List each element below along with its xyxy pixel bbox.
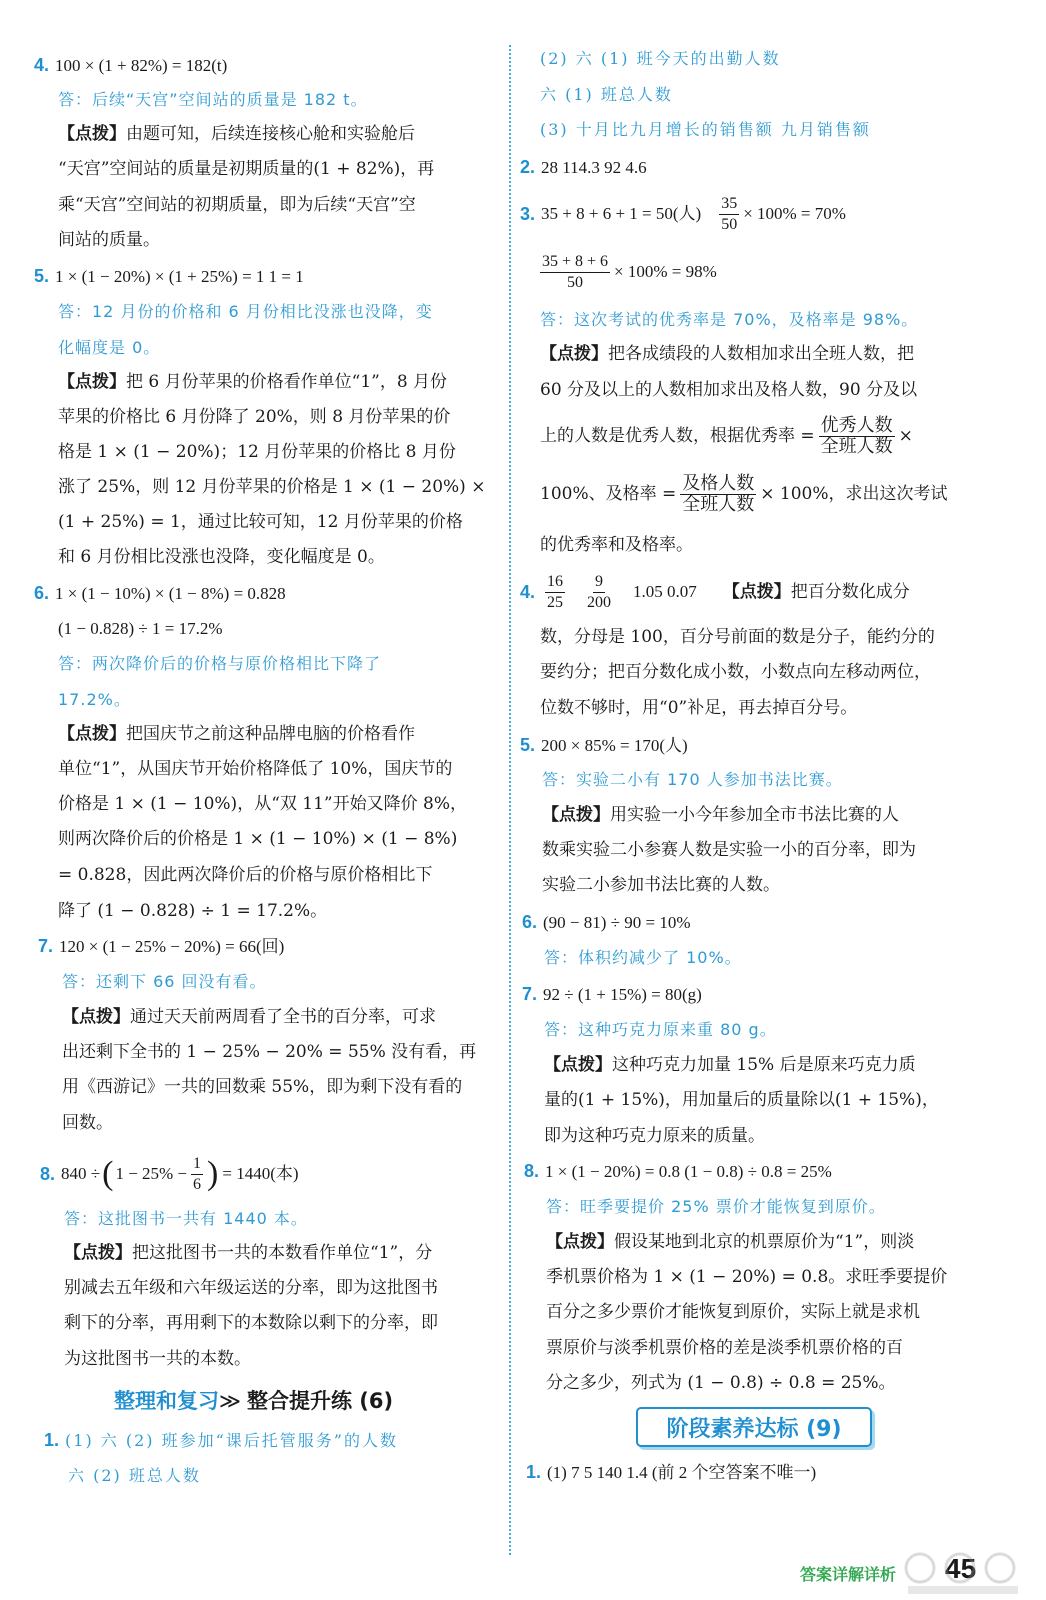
answer-values: 28 114.3 92 4.6 <box>541 158 647 177</box>
tip-line <box>64 1241 432 1265</box>
double-arrow-icon: ≫ <box>219 1389 241 1413</box>
tip-line <box>544 1053 916 1077</box>
equation-text: 200 × 85% = 170(人) <box>541 736 688 755</box>
equation-text: × 100% = 98% <box>614 262 717 281</box>
tip-text: 把百分数化成分 <box>790 582 910 601</box>
problem-number: 3. <box>520 204 536 224</box>
problem-number: 1. <box>44 1430 60 1450</box>
tip-line <box>540 412 913 460</box>
fraction <box>719 194 739 235</box>
tip-line: 60 分及以上的人数相加求出及格人数，90 分及以 <box>540 380 918 400</box>
problem-number: 8. <box>40 1164 56 1184</box>
tip-line: 量的(1 + 15%)，用加量后的质量除以(1 + 15%)， <box>544 1090 939 1110</box>
tip-label: 【点拨】 <box>542 805 610 825</box>
tip-text: 通过天天前两周看了全书的百分率，可求 <box>130 1007 436 1027</box>
denominator: 50 <box>721 215 738 233</box>
tip-line <box>542 803 899 827</box>
problem-number: 6. <box>34 583 50 603</box>
tip-line: “天宫”空间站的质量是初期质量的(1 + 82%)，再 <box>58 159 435 179</box>
tip-line: 降了 (1 − 0.828) ÷ 1 = 17.2%。 <box>58 901 328 921</box>
answer-line: 答：还剩下 66 回没有看。 <box>62 972 267 991</box>
tip-line: 用《西游记》一共的回数乘 55%，即为剩下没有看的 <box>62 1077 463 1097</box>
tip-line: 价格是 1 × (1 − 10%)，从“双 11”开始又降价 8%， <box>58 794 467 814</box>
tip-line: 位数不够时，用“0”补足，再去掉百分号。 <box>540 698 858 718</box>
equation-text: 1 × (1 − 20%) = 0.8 (1 − 0.8) ÷ 0.8 = 25% <box>545 1162 832 1181</box>
tip-text: 由题可知，后续连接核心舱和实验舱后 <box>126 124 415 144</box>
tip-line <box>58 370 447 394</box>
tip-line <box>540 342 914 366</box>
tip-line: 和 6 月份相比没涨也没降，变化幅度是 0。 <box>58 547 385 567</box>
answer-line: (2) 六 (1) 班今天的出勤人数 <box>540 49 781 68</box>
tip-line: 为这批图书一共的本数。 <box>64 1349 251 1369</box>
answer-line: 六 (2) 班总人数 <box>68 1466 201 1485</box>
denominator: 全班人数 <box>682 493 755 515</box>
tip-label: 【点拨】 <box>722 582 791 602</box>
fraction <box>680 474 756 515</box>
denominator: 全班人数 <box>820 435 893 457</box>
answer-values: (1) 7 5 140 1.4 (前 2 个空答案不唯一) <box>547 1463 817 1482</box>
problem-number: 1. <box>526 1462 542 1482</box>
section-title <box>114 1385 393 1415</box>
equation-text: 120 × (1 − 25% − 20%) = 66(回) <box>59 937 285 956</box>
equation-line: (1 − 0.828) ÷ 1 = 17.2% <box>58 619 223 638</box>
tip-line: 苹果的价格比 6 月份降了 20%，则 8 月份苹果的价 <box>58 407 451 427</box>
tip-line <box>58 122 415 146</box>
tip-line: 票原价与淡季机票价格的差是淡季机票价格的百 <box>546 1338 903 1358</box>
equation-text: × 100% = 70% <box>743 204 846 223</box>
tip-line <box>546 1230 914 1254</box>
tip-text: 把国庆节之前这种品牌电脑的价格看作 <box>126 724 415 744</box>
problem-number: 6. <box>522 912 538 932</box>
tip-label: 【点拨】 <box>544 1055 612 1075</box>
answer-line: 答：旺季要提价 25% 票价才能恢复到原价。 <box>546 1197 886 1216</box>
q6-equation <box>522 910 691 935</box>
tip-line <box>540 470 948 518</box>
equation-text: 840 ÷ <box>61 1164 101 1183</box>
close-paren: ) <box>207 1155 219 1192</box>
page-number: 45 <box>945 1553 977 1584</box>
tip-text: 假设某地到北京的机票原价为“1”，则淡 <box>614 1232 915 1252</box>
fraction <box>191 1154 203 1195</box>
problem-number: 2. <box>520 157 536 177</box>
tip-line: = 0.828，因此两次降价后的价格与原价格相比下 <box>58 865 433 885</box>
denominator: 6 <box>193 1175 202 1193</box>
fraction <box>540 252 610 293</box>
tip-line: 单位“1”，从国庆节开始价格降低了 10%，国庆节的 <box>58 759 453 779</box>
tip-line: 回数。 <box>62 1113 113 1133</box>
tip-line: 别减去五年级和六年级运送的分率，即为这批图书 <box>64 1278 438 1298</box>
answer-line: 答：后续“天宫”空间站的质量是 182 t。 <box>58 90 368 109</box>
equation-text: 1 × (1 − 10%) × (1 − 8%) = 0.828 <box>55 584 286 603</box>
tip-line: 涨了 25%，则 12 月份苹果的价格是 1 × (1 − 20%) × <box>58 477 486 497</box>
fraction <box>585 572 613 613</box>
numerator: 35 + 8 + 6 <box>540 252 610 273</box>
tip-text: 把 6 月份苹果的价格看作单位“1”，8 月份 <box>126 372 448 392</box>
tip-text: 用实验一小今年参加全市书法比赛的人 <box>610 805 899 825</box>
q4-line <box>520 568 910 616</box>
answer-line: 六 (1) 班总人数 <box>540 85 673 104</box>
problem-5-equation <box>34 264 304 289</box>
q8-equation <box>524 1159 832 1184</box>
equation-text: 35 + 8 + 6 + 1 = 50(人) <box>541 204 702 223</box>
tip-text: 把这批图书一共的本数看作单位“1”，分 <box>132 1243 433 1263</box>
tip-line: 出还剩下全书的 1 − 25% − 20% = 55% 没有看，再 <box>62 1042 477 1062</box>
problem-7-equation <box>38 934 284 959</box>
section-q1-line <box>44 1428 398 1453</box>
tip-line: 百分之多少票价才能恢复到原价，实际上就是求机 <box>546 1302 920 1322</box>
answer-line: 化幅度是 0。 <box>58 338 161 357</box>
numerator: 9 <box>593 572 605 593</box>
answer-line: 17.2%。 <box>58 690 131 709</box>
tip-text: × <box>898 426 913 446</box>
answer-line: 答：这次考试的优秀率是 70%，及格率是 98%。 <box>540 310 919 329</box>
tip-line: 数乘实验二小参赛人数是实验一小的百分率，即为 <box>542 840 916 860</box>
answer-text: (1) 六 (2) 班参加“课后托管服务”的人数 <box>65 1431 398 1450</box>
equation-text: 92 ÷ (1 + 15%) = 80(g) <box>543 985 702 1004</box>
tip-line <box>62 1005 436 1029</box>
q3-equation-2 <box>536 248 717 296</box>
problem-number: 7. <box>38 936 54 956</box>
answer-line: 答：这批图书一共有 1440 本。 <box>64 1209 308 1228</box>
numerator: 35 <box>719 194 739 215</box>
fraction <box>545 572 565 613</box>
answer-line: (3) 十月比九月增长的销售额 九月销售额 <box>540 120 871 139</box>
numerator: 1 <box>191 1154 203 1175</box>
tip-label: 【点拨】 <box>64 1243 132 1263</box>
watermark-logo-icon <box>890 1548 1040 1598</box>
tip-line: 格是 1 × (1 − 20%)；12 月份苹果的价格比 8 月份 <box>58 442 456 462</box>
denominator: 25 <box>547 593 564 611</box>
open-paren: ( <box>102 1155 114 1192</box>
problem-number: 4. <box>520 582 536 602</box>
tip-line: 数，分母是 100，百分号前面的数是分子，能约分的 <box>540 627 935 647</box>
tip-text: 这种巧克力加量 15% 后是原来巧克力质 <box>612 1055 916 1075</box>
tip-line <box>58 722 415 746</box>
problem-8-equation <box>40 1152 299 1196</box>
numerator: 优秀人数 <box>820 414 893 436</box>
answer-line: 答：12 月份的价格和 6 月份相比没涨也没降，变 <box>58 302 433 321</box>
numerator: 及格人数 <box>682 472 755 494</box>
answer-line: 答：两次降价后的价格与原价格相比下降了 <box>58 654 382 673</box>
tip-label: 【点拨】 <box>546 1232 614 1252</box>
tip-line: 季机票价格为 1 × (1 − 20%) = 0.8。求旺季要提价 <box>546 1267 948 1287</box>
footer-label: 答案详解详析 <box>800 1565 897 1584</box>
numerator: 16 <box>545 572 565 593</box>
equation-text: 1 − 25% − <box>115 1164 188 1183</box>
q2-line <box>520 155 647 180</box>
tip-line: 间站的质量。 <box>58 230 160 250</box>
stage-title-box <box>636 1407 872 1447</box>
stage-q1-line <box>526 1460 816 1485</box>
equation-text: 1 × (1 − 20%) × (1 + 25%) = 1 1 = 1 <box>55 267 304 286</box>
problem-number: 8. <box>524 1161 540 1181</box>
tip-text: 100%、及格率 = <box>540 484 677 504</box>
tip-line: 要约分；把百分数化成小数，小数点向左移动两位， <box>540 662 931 682</box>
tip-label: 【点拨】 <box>58 372 126 392</box>
problem-number: 5. <box>520 735 536 755</box>
column-divider <box>509 45 511 1555</box>
tip-text: × 100%，求出这次考试 <box>760 484 948 504</box>
tip-label: 【点拨】 <box>58 124 126 144</box>
tip-line: 实验二小参加书法比赛的人数。 <box>542 875 780 895</box>
q7-equation <box>522 982 702 1007</box>
answer-line: 答：这种巧克力原来重 80 g。 <box>544 1020 777 1039</box>
answer-line: 答：实验二小有 170 人参加书法比赛。 <box>542 770 843 789</box>
problem-number: 4. <box>34 55 50 75</box>
tip-line: 即为这种巧克力原来的质量。 <box>544 1126 765 1146</box>
problem-number: 7. <box>522 984 538 1004</box>
tip-label: 【点拨】 <box>540 344 608 364</box>
tip-line: 的优秀率和及格率。 <box>540 535 693 555</box>
q3-equation-1 <box>520 190 846 238</box>
problem-number: 5. <box>34 266 50 286</box>
stage-title: 阶段素养达标 (9) <box>666 1416 842 1442</box>
tip-text: 把各成绩段的人数相加求出全班人数，把 <box>608 344 914 364</box>
tip-line: 则两次降价后的价格是 1 × (1 − 10%) × (1 − 8%) <box>58 829 458 849</box>
problem-4-equation <box>34 53 227 78</box>
tip-line: (1 + 25%) = 1，通过比较可知，12 月份苹果的价格 <box>58 512 463 532</box>
problem-6-equation <box>34 581 286 606</box>
tip-label: 【点拨】 <box>62 1007 130 1027</box>
denominator: 200 <box>587 593 612 611</box>
tip-line: 分之多少，列式为 (1 − 0.8) ÷ 0.8 = 25%。 <box>546 1373 896 1393</box>
answer-values: 1.05 0.07 <box>633 582 697 601</box>
denominator: 50 <box>567 273 584 291</box>
tip-line: 乘“天宫”空间站的初期质量，即为后续“天宫”空 <box>58 195 416 215</box>
q5-equation <box>520 733 688 758</box>
equation-text: (90 − 81) ÷ 90 = 10% <box>543 913 691 932</box>
tip-label: 【点拨】 <box>58 724 126 744</box>
fraction <box>819 416 895 457</box>
equation-text: = 1440(本) <box>222 1164 299 1183</box>
equation-text: 100 × (1 + 82%) = 182(t) <box>55 56 228 75</box>
tip-text: 上的人数是优秀人数，根据优秀率 = <box>540 426 815 446</box>
answer-line: 答：体积约减少了 10%。 <box>544 948 742 967</box>
section-title-sub: 整合提升练 (6) <box>246 1389 394 1413</box>
tip-line: 剩下的分率，再用剩下的本数除以剩下的分率，即 <box>64 1313 438 1333</box>
section-title-main: 整理和复习 <box>114 1389 219 1413</box>
